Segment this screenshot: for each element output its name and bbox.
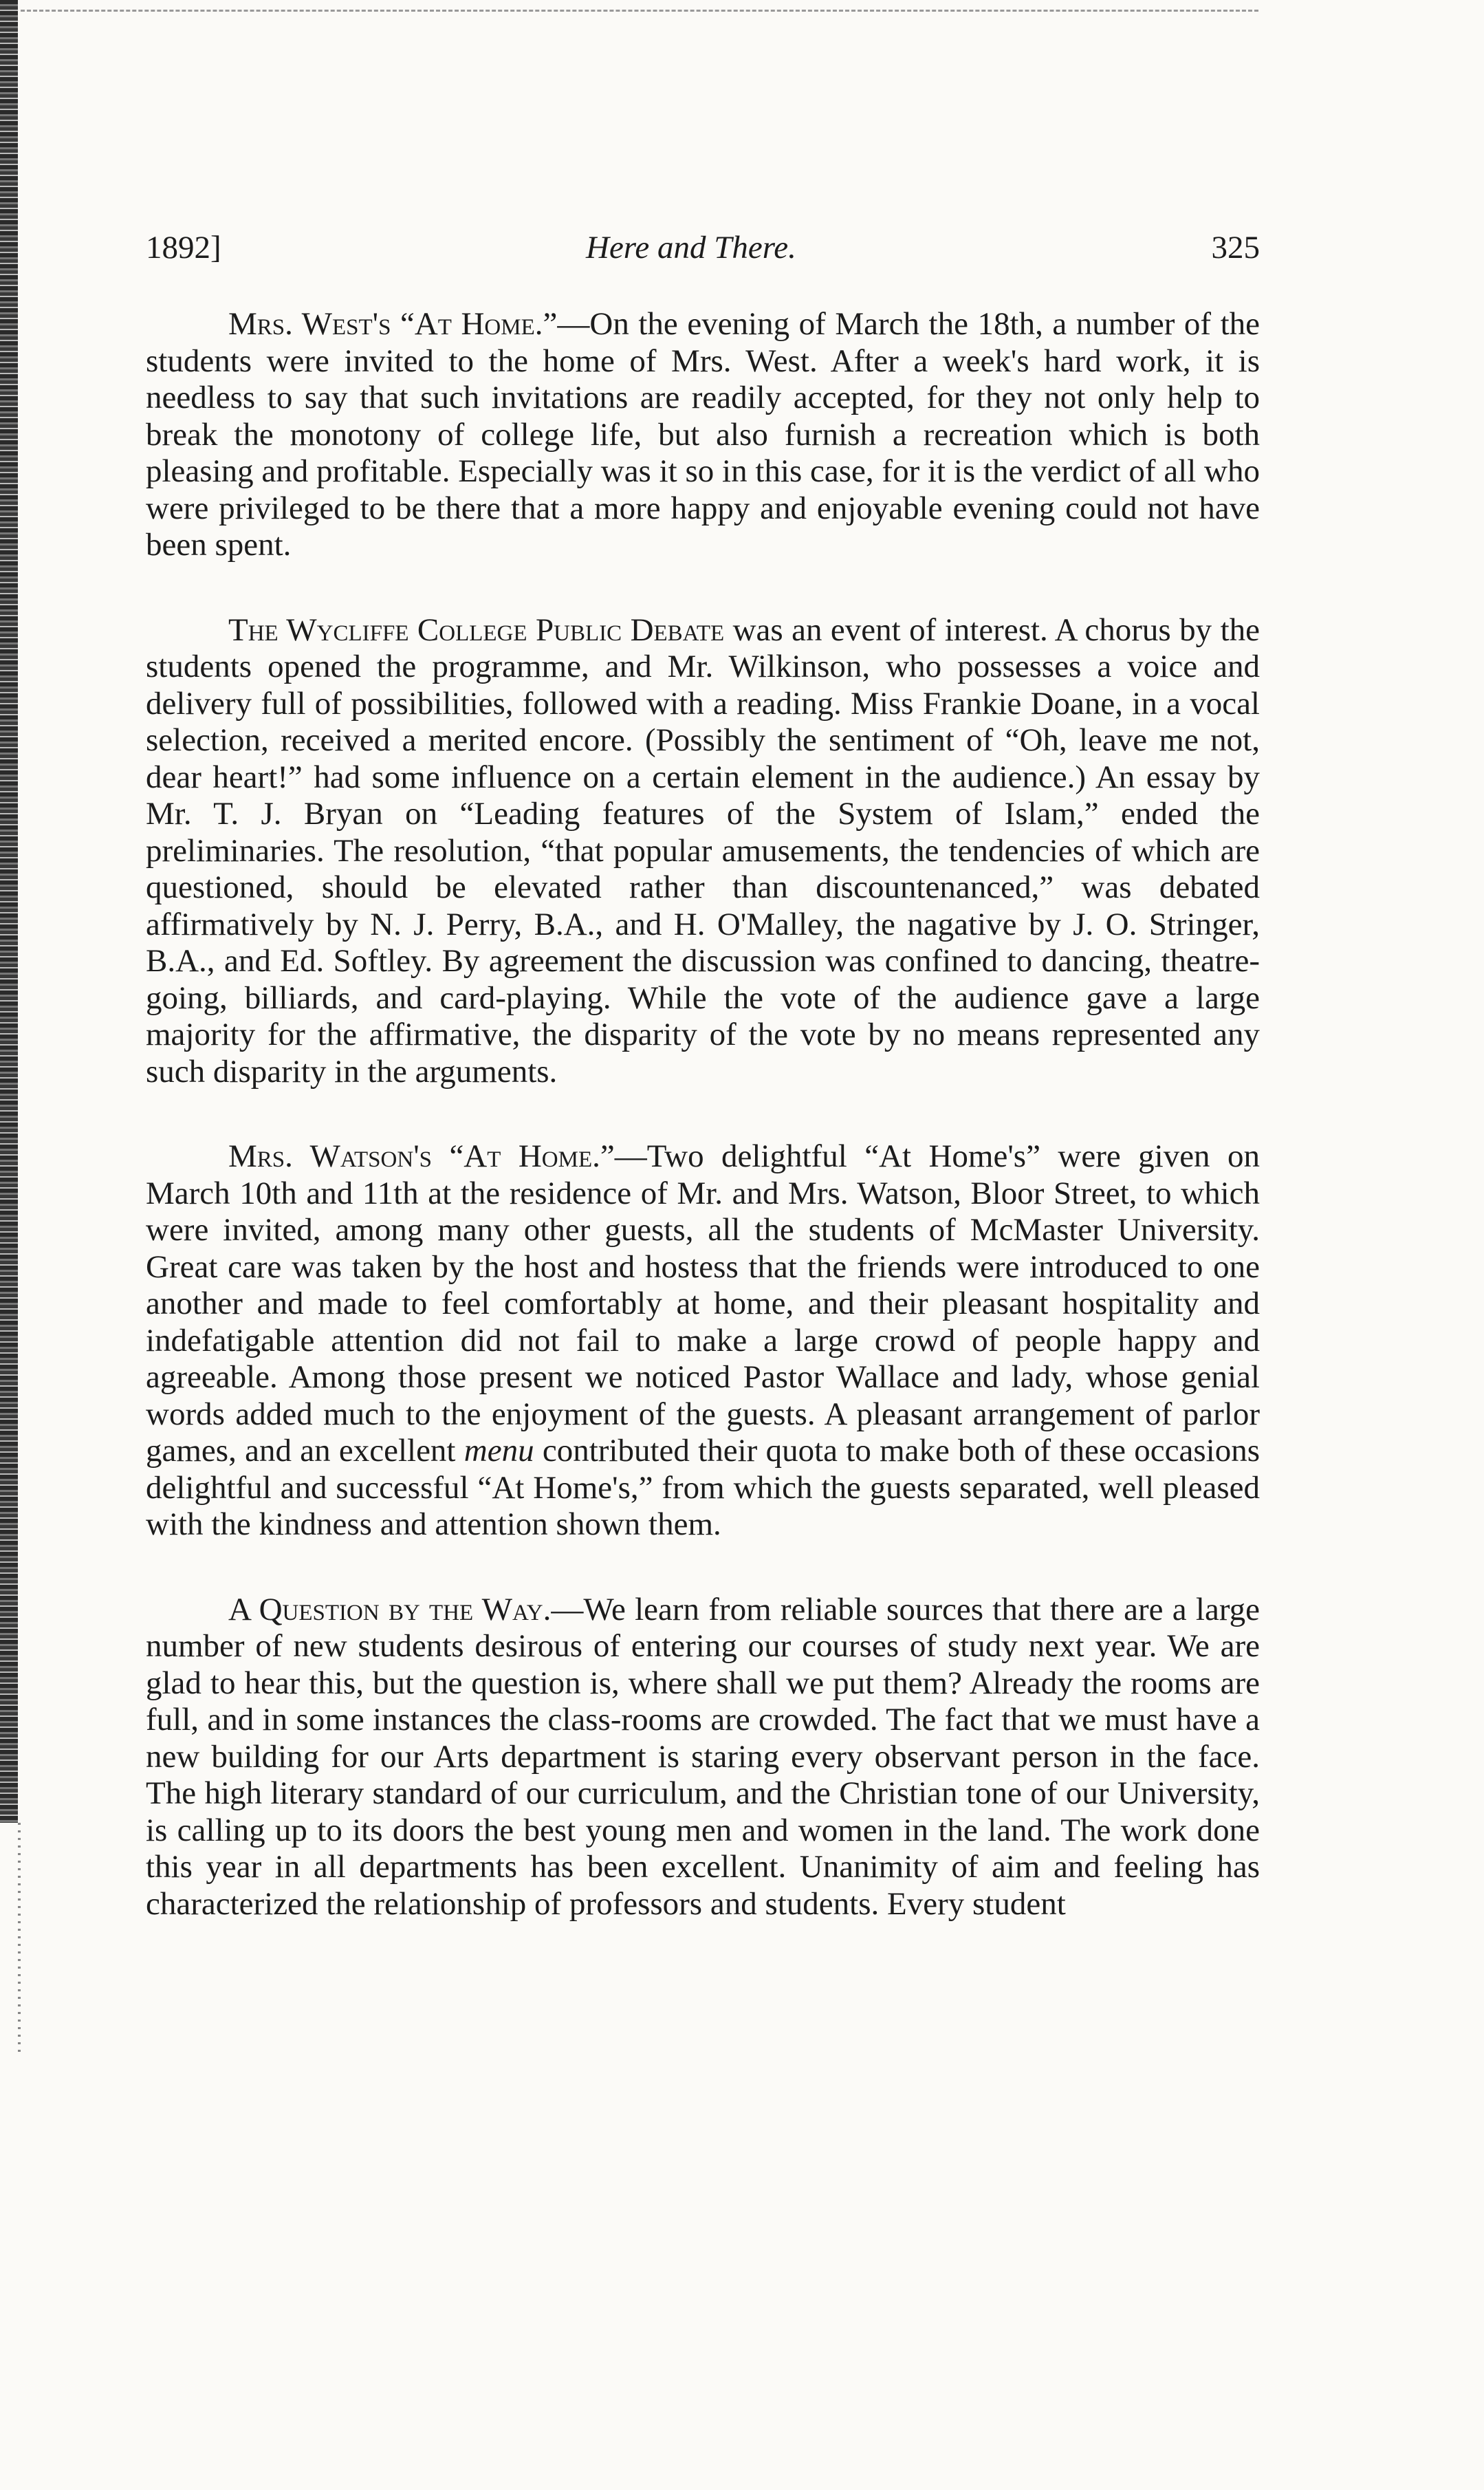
header-year: 1892] [146,230,221,266]
page-number: 325 [1211,230,1260,266]
paragraph-text: was an event of interest. A chorus by the students opened the programme, and Mr. Wilkinson, who possesses a voice and delivery full of possibilities, followed with a reading. Miss Frankie Doane, in a vocal selection, received a merited encore. (Possibly the sentiment of “Oh, leave me not, dear heart!” had some influence on a certain element in the audience.) An essay by Mr. T. J. Bryan on “Leading features of the System of Islam,” ended the preliminaries. The resolution, “that popular amusements, the tendencies of which are questioned, should be elevated rather than discountenanced,” was debated affirmatively by N. J. Perry, B.A., and H. O'Malley, the nagative by J. O. Stringer, B.A., and Ed. Softley. By agreement the discussion was confined to dancing, theatre-going, billiards, and card-playing. While the vote of the audience gave a large majority for the affirmative, the disparity of the vote by no means represented any such disparity in the arguments. [146,611,1260,1090]
article-body [146,306,1260,1971]
paragraph-text: —Two delightful “At Home's” were given on March 10th and 11th at the residence of Mr. and Mrs. Watson, Bloor Street, to which were invited, among many other guests, all the students of McMaster University. Great care was taken by the host and hostess that the friends were introduced to one another and made to feel comfortably at home, and their pleasant hospitality and indefatigable attention did not fail to make a large crowd of people happy and agreeable. Among those present we noticed Pastor Wallace and lady, whose genial words added much to the enjoyment of the guests. A pleasant arrangement of parlor games, and an excellent [146,1138,1260,1469]
page-binding-dots [18,1823,21,2057]
paragraph-lead: A Question by the Way. [228,1591,552,1627]
paragraph-lead: Mrs. West's “At Home.” [228,306,558,342]
page-binding-edge [0,0,18,1823]
paragraph-text: contributed their quota to make both of these occasions delightful and successful “At Home's,” from which the guests separated, well pleased with the kindness and attention shown them. [146,1433,1260,1542]
paragraph-text: —We learn from reliable sources that there are a large number of new students desirous of entering our courses of study next year. We are glad to hear this, but the question is, where shall we put them? Already the rooms are full, and in some instances the class-rooms are crowded. The fact that we must have a new building for our Arts department is staring every observant person in the face. The high literary standard of our curriculum, and the Christian tone of our University, is calling up to its doors the best young men and women in the land. The work done this year in all departments has been excellent. Unanimity of aim and feeling has characterized the relationship of professors and students. Every student [146,1591,1260,1922]
paragraph-mrs-watson-at-home [146,1138,1260,1544]
running-header [146,227,1260,275]
paragraph-emphasis: menu [463,1433,534,1469]
paragraph-question-by-the-way [146,1592,1260,1923]
paragraph-text: —On the evening of March the 18th, a number of the students were invited to the home of Mrs. West. After a week's hard work, it is needless to say that such invitations are readily accepted, for they not only help to break the monotony of college life, but also furnish a recreation which is both pleasing and profitable. Especially was it so in this case, for it is the verdict of all who were privileged to be there that a more happy and enjoyable evening could not have been spent. [146,306,1260,563]
paragraph-lead: Mrs. Watson's “At Home.” [228,1138,615,1174]
page-top-rule [21,10,1258,12]
header-title: Here and There. [586,230,796,266]
paragraph-lead: The Wycliffe College Public Debate [228,611,725,648]
paragraph-mrs-west-at-home [146,306,1260,564]
paragraph-wycliffe-debate [146,612,1260,1091]
